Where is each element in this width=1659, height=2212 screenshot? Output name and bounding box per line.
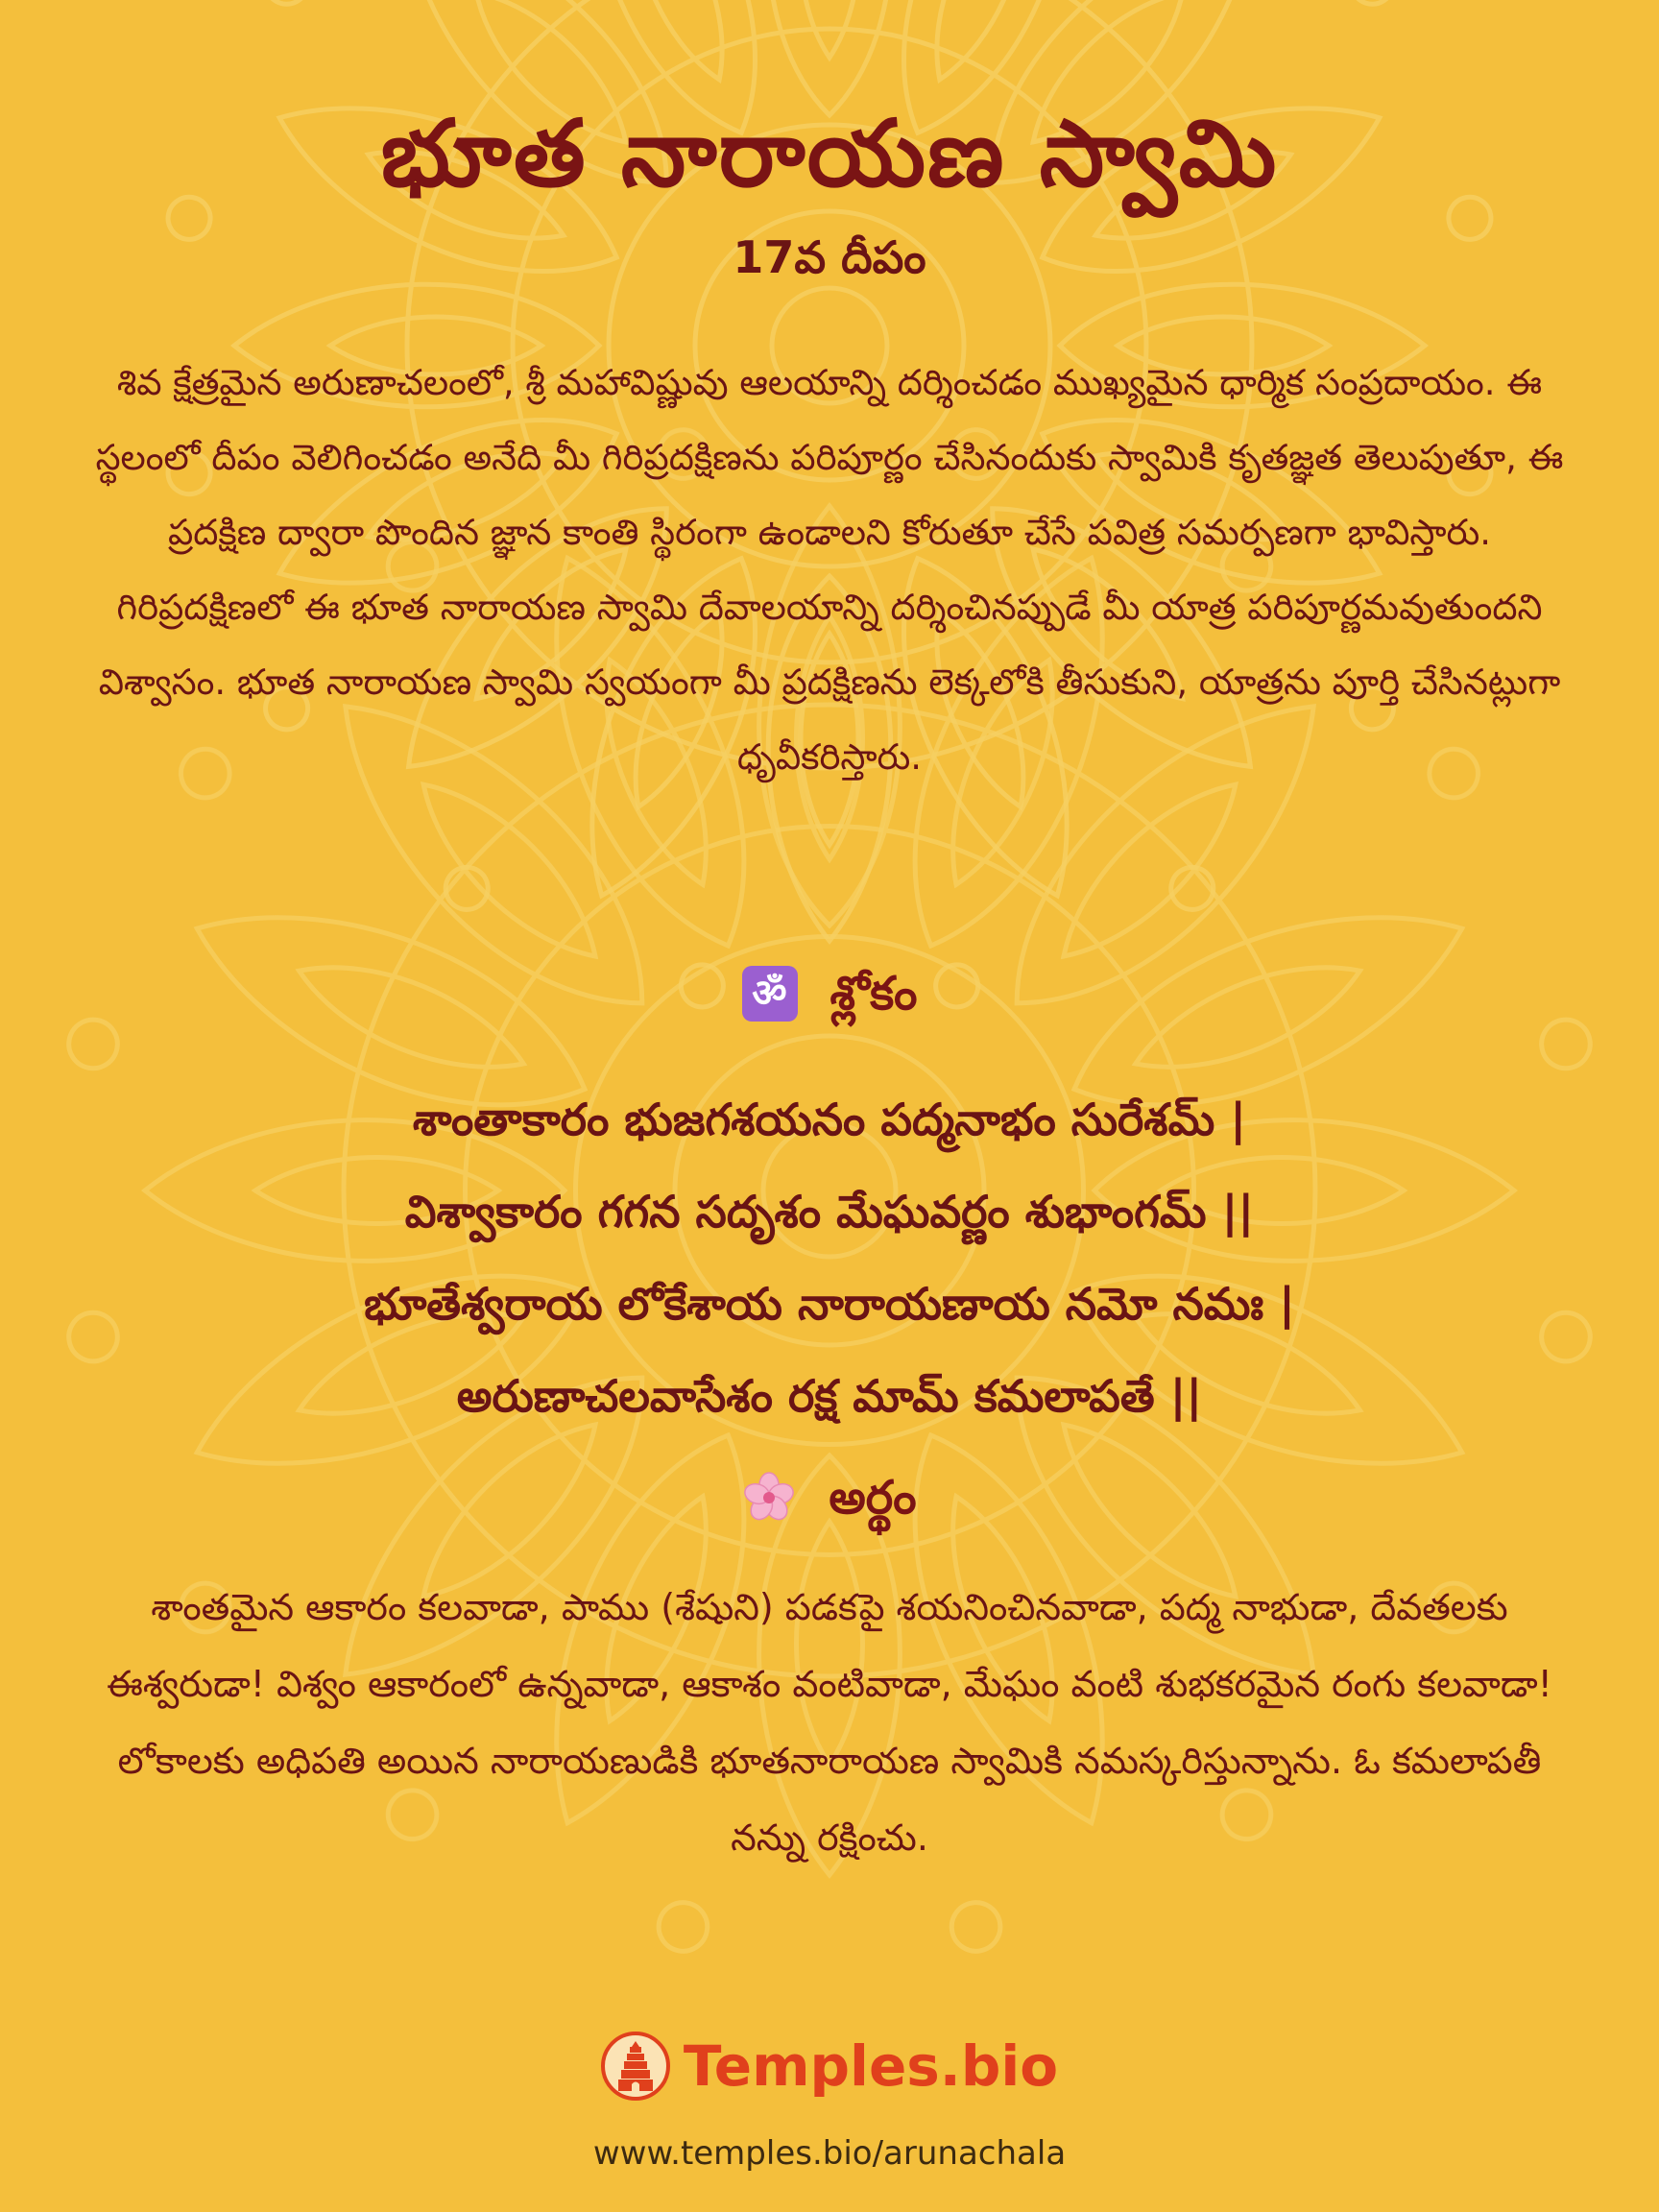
shloka-verse — [58, 1073, 1601, 1442]
meaning-heading-label: అర్థం — [829, 1471, 917, 1525]
brand-name: Temples.bio — [683, 2033, 1059, 2099]
temple-gopuram-icon — [601, 2032, 670, 2101]
shloka-line: విశ్వాకారం గగన సదృశం మేఘవర్ణం శుభాంగమ్ || — [404, 1186, 1255, 1238]
shloka-line: అరుణాచలవాసేశం రక్ష మామ్ కమలాపతే || — [456, 1370, 1203, 1422]
om-icon: ॐ — [742, 966, 798, 1022]
cherry-blossom-icon — [742, 1471, 796, 1525]
intro-paragraph: శివ క్షేత్రమైన అరుణాచలంలో, శ్రీ మహావిష్ణువు ఆలయాన్ని దర్శించడం ముఖ్యమైన ధార్మిక సంప్రదాయం. ఈ స్థలంలో దీపం వెలిగించడం అనేది మీ గిరిప్రదక్షిణను పరిపూర్ణం చేసినందుకు స్వామికి కృతజ్ఞత తెలుపుతూ, ఈ ప్రదక్షిణ ద్వారా పొందిన జ్ఞాన కాంతి స్థిరంగా ఉండాలని కోరుతూ చేసే పవిత్ర సమర్పణగా భావిస్తారు. గిరిప్రదక్షిణలో ఈ భూత నారాయణ స్వామి దేవాలయాన్ని దర్శించినప్పుడే మీ యాత్ర పరిపూర్ణమవుతుందని విశ్వాసం. భూత నారాయణ స్వామి స్వయంగా మీ ప్రదక్షిణను లెక్కలోకి తీసుకుని, యాత్రను పూర్తి చేసినట్లుగా ధృవీకరిస్తారు. — [95, 362, 1564, 778]
brand-lockup — [0, 2028, 1659, 2104]
lamp-number: 17వ దీపం — [733, 231, 926, 283]
shloka-heading-label: శ్లోకం — [830, 967, 918, 1021]
shloka-heading — [0, 960, 1659, 1027]
page-title: భూత నారాయణ స్వామి — [380, 100, 1279, 207]
shloka-line: భూతేశ్వరాయ లోకేశాయ నారాయణాయ నమో నమః | — [364, 1278, 1295, 1330]
meaning-heading — [0, 1464, 1659, 1531]
website-url: www.temples.bio/arunachala — [592, 2134, 1067, 2173]
meaning-paragraph: శాంతమైన ఆకారం కలవాడా, పాము (శేషుని) పడకపై శయనించినవాడా, పద్మ నాభుడా, దేవతలకు ఈశ్వరుడా! విశ్వం ఆకారంలో ఉన్నవాడా, ఆకాశం వంటివాడా, మేఘం వంటి శుభకరమైన రంగు కలవాడా! లోకాలకు అధిపతి అయిన నారాయణుడికి భూతనారాయణ స్వామికి నమస్కరిస్తున్నాను. ఓ కమలాపతీ నన్ను రక్షించు. — [107, 1586, 1552, 1859]
shloka-line: శాంతాకారం భుజగశయనం పద్మనాభం సురేశమ్ | — [412, 1094, 1247, 1145]
